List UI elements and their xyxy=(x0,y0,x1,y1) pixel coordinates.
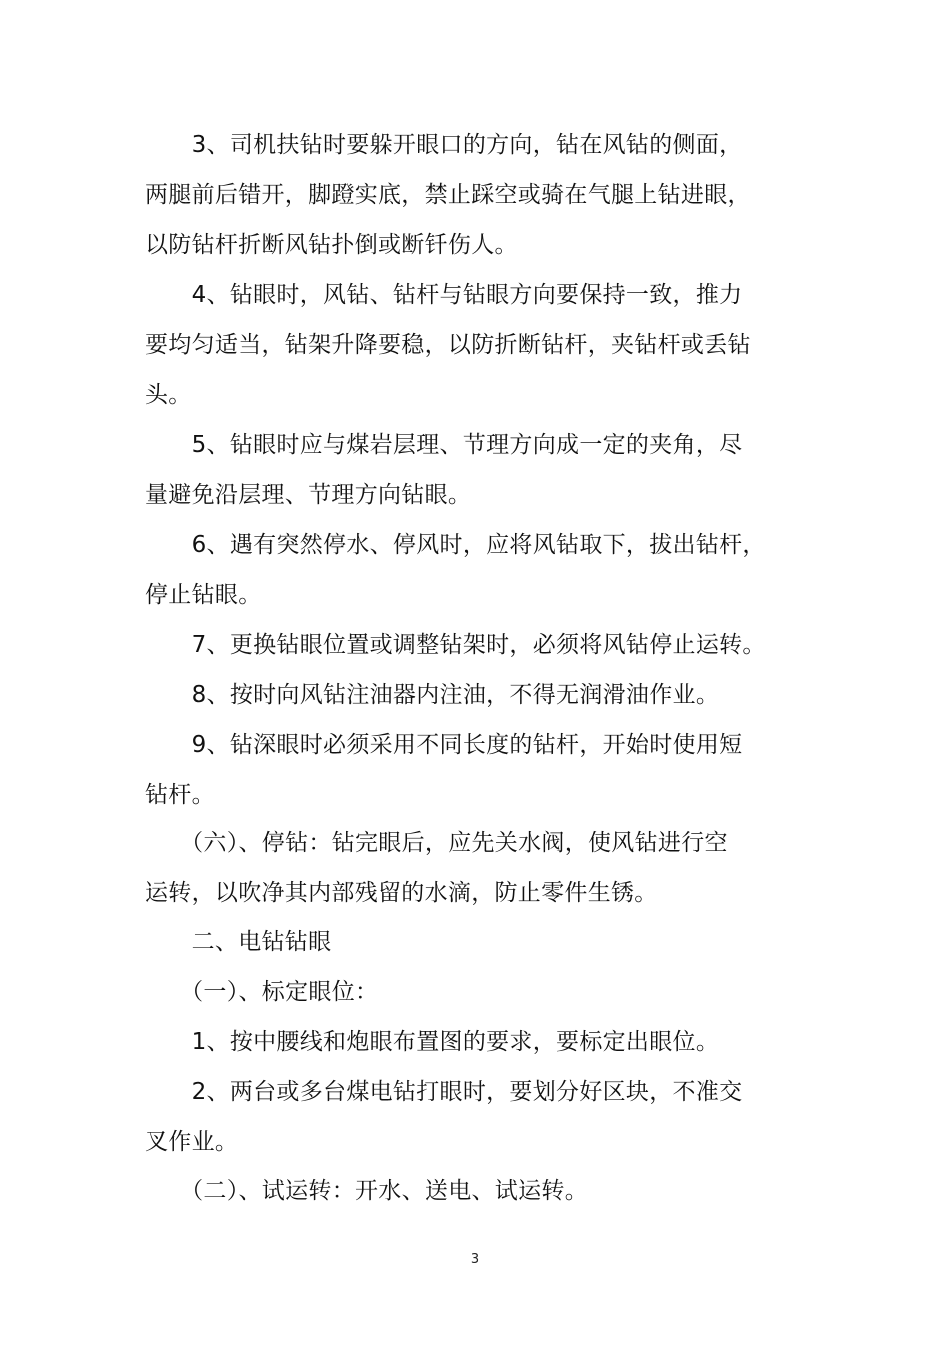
paragraph-item-3 xyxy=(145,120,751,270)
text-line: 3、司机扶钻时要躲开眼口的方向，钻在风钻的侧面， xyxy=(145,132,743,158)
text-line: 4、钻眼时，风钻、钻杆与钻眼方向要保持一致，推力 xyxy=(145,282,743,308)
paragraph-item-7 xyxy=(145,620,766,670)
text-line: （二）、试运转：开水、送电、试运转。 xyxy=(145,1178,588,1204)
text-line: 8、按时向风钻注油器内注油，不得无润滑油作业。 xyxy=(145,682,720,708)
paragraph-item-9 xyxy=(145,720,745,820)
text-line: 2、两台或多台煤电钻打眼时，要划分好区块，不准交 xyxy=(145,1079,743,1105)
text-line: 头。 xyxy=(145,382,192,408)
text-line: 1、按中腰线和炮眼布置图的要求，要标定出眼位。 xyxy=(145,1029,720,1055)
text-line: 叉作业。 xyxy=(145,1129,239,1155)
paragraph-item-5 xyxy=(145,420,745,520)
text-line: 7、更换钻眼位置或调整钻架时，必须将风钻停止运转。 xyxy=(145,632,766,658)
text-line: （六）、停钻：钻完眼后，应先关水阀，使风钻进行空 xyxy=(145,830,728,856)
subsection-heading-trial-run xyxy=(145,1166,745,1216)
text-line: 量避免沿层理、节理方向钻眼。 xyxy=(145,482,472,508)
text-line: 以防钻杆折断风钻扑倒或断钎伤人。 xyxy=(145,232,518,258)
paragraph-item-8 xyxy=(145,670,745,720)
paragraph-item-2 xyxy=(145,1067,745,1167)
text-line: 9、钻深眼时必须采用不同长度的钻杆，开始时使用短 xyxy=(145,732,743,758)
section-heading-electric-drill xyxy=(145,917,745,967)
text-line: 两腿前后错开，脚蹬实底，禁止踩空或骑在气腿上钻进眼， xyxy=(145,182,751,208)
text-line: 6、遇有突然停水、停风时，应将风钻取下，拔出钻杆， xyxy=(145,532,766,558)
page-number: 3 xyxy=(470,1252,480,1267)
text-line: （一）、标定眼位： xyxy=(145,979,379,1005)
paragraph-item-4 xyxy=(145,270,751,420)
paragraph-item-1 xyxy=(145,1017,745,1067)
subsection-heading-mark-position xyxy=(145,967,745,1017)
text-line: 停止钻眼。 xyxy=(145,582,262,608)
text-line: 二、电钻钻眼 xyxy=(145,929,332,955)
text-line: 钻杆。 xyxy=(145,782,215,808)
paragraph-stop-drilling xyxy=(145,818,745,918)
text-line: 运转，以吹净其内部残留的水滴，防止零件生锈。 xyxy=(145,880,658,906)
text-line: 5、钻眼时应与煤岩层理、节理方向成一定的夹角，尽 xyxy=(145,432,743,458)
paragraph-item-6 xyxy=(145,520,766,620)
text-line: 要均匀适当，钻架升降要稳，以防折断钻杆，夹钻杆或丢钻 xyxy=(145,332,751,358)
